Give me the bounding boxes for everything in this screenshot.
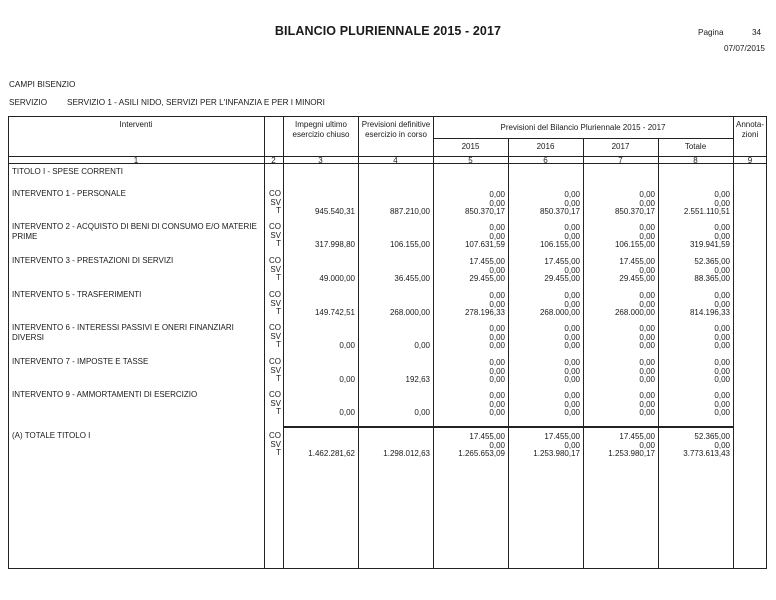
row-code: SV (270, 264, 281, 274)
row-label: INTERVENTO 1 - PERSONALE (12, 189, 126, 198)
t-value: 0,00 (714, 375, 730, 385)
t-value: 0,00 (714, 408, 730, 418)
sv-value: 0,00 (714, 231, 730, 241)
impegni-value: 1.462.281,62 (308, 449, 355, 459)
sv-value: 0,00 (564, 198, 580, 208)
col-number: 9 (747, 156, 753, 165)
sv-value: 0,00 (489, 399, 505, 409)
row-code: CO (269, 431, 281, 440)
col-header-impegni: Impegni ultimo esercizio chiuso (292, 120, 350, 139)
sv-value: 0,00 (639, 231, 655, 241)
row-code: CO (269, 222, 281, 231)
col-header-interventi: Interventi (119, 120, 153, 129)
sv-value: 0,00 (564, 399, 580, 409)
sv-value: 0,00 (489, 299, 505, 309)
row-code: T (276, 448, 281, 458)
co-value: 52.365,00 (694, 432, 730, 441)
co-value: 0,00 (639, 223, 655, 232)
co-value: 0,00 (564, 291, 580, 300)
impegni-value: 0,00 (339, 341, 355, 351)
row-code: SV (270, 439, 281, 449)
co-value: 0,00 (639, 190, 655, 199)
sv-value: 0,00 (489, 440, 505, 450)
col-number: 1 (133, 156, 139, 165)
co-value: 0,00 (639, 291, 655, 300)
co-value: 0,00 (714, 291, 730, 300)
col-header-previsioni: Previsioni definitive esercizio in corso (361, 120, 431, 139)
co-value: 0,00 (714, 190, 730, 199)
co-value: 17.455,00 (544, 257, 580, 266)
col-header-2017: 2017 (611, 142, 630, 151)
co-value: 17.455,00 (469, 257, 505, 266)
col-number: 5 (468, 156, 473, 165)
row-code: T (276, 340, 281, 350)
sv-value: 0,00 (639, 265, 655, 275)
t-value: 0,00 (639, 408, 655, 418)
co-value: 0,00 (489, 358, 505, 367)
t-value: 1.253.980,17 (533, 449, 580, 459)
t-value: 29.455,00 (619, 274, 655, 284)
sv-value: 0,00 (489, 332, 505, 342)
t-value: 814.196,33 (689, 308, 730, 318)
col-header-totale: Totale (684, 142, 707, 151)
t-value: 88.365,00 (694, 274, 730, 284)
co-value: 17.455,00 (619, 257, 655, 266)
t-value: 319.941,59 (689, 240, 730, 250)
sv-value: 0,00 (639, 366, 655, 376)
impegni-value: 149.742,51 (314, 308, 355, 318)
row-code: SV (270, 298, 281, 308)
sv-value: 0,00 (564, 265, 580, 275)
t-value: 106.155,00 (614, 240, 655, 250)
col-header-2015: 2015 (461, 142, 480, 151)
sv-value: 0,00 (639, 198, 655, 208)
sv-value: 0,00 (489, 198, 505, 208)
t-value: 268.000,00 (539, 308, 580, 318)
t-value: 106.155,00 (539, 240, 580, 250)
co-value: 52.365,00 (694, 257, 730, 266)
t-value: 107.631,59 (464, 240, 505, 250)
impegni-value: 49.000,00 (319, 274, 355, 284)
t-value: 0,00 (489, 408, 505, 418)
t-value: 850.370,17 (539, 207, 580, 217)
previsioni-value: 106.155,00 (389, 240, 430, 250)
row-label: (A) TOTALE TITOLO I (12, 431, 91, 440)
co-value: 0,00 (564, 391, 580, 400)
col-header-annotazioni: Annota- zioni (735, 120, 765, 139)
row-code: SV (270, 197, 281, 207)
row-code: T (276, 206, 281, 216)
row-code: CO (269, 290, 281, 299)
co-value: 0,00 (564, 190, 580, 199)
t-value: 278.196,33 (464, 308, 505, 318)
row-code: T (276, 307, 281, 317)
col-number: 7 (618, 156, 623, 165)
co-value: 0,00 (714, 223, 730, 232)
sv-value: 0,00 (639, 299, 655, 309)
ente-name: CAMPI BISENZIO (9, 80, 76, 89)
row-label: INTERVENTO 7 - IMPOSTE E TASSE (12, 357, 149, 366)
row-code: CO (269, 390, 281, 399)
row-code: T (276, 374, 281, 384)
t-value: 0,00 (564, 341, 580, 351)
row-label: INTERVENTO 2 - ACQUISTO DI BENI DI CONSUMO E/O MATERIE PRIME (12, 222, 257, 241)
sv-value: 0,00 (714, 440, 730, 450)
row-code: SV (270, 365, 281, 375)
row-code: T (276, 407, 281, 417)
t-value: 3.773.613,43 (683, 449, 730, 459)
sv-value: 0,00 (564, 332, 580, 342)
t-value: 0,00 (564, 375, 580, 385)
co-value: 0,00 (639, 324, 655, 333)
row-label: INTERVENTO 3 - PRESTAZIONI DI SERVIZI (12, 256, 174, 265)
sv-value: 0,00 (714, 332, 730, 342)
co-value: 0,00 (564, 358, 580, 367)
co-value: 0,00 (714, 358, 730, 367)
col-number: 4 (393, 156, 398, 165)
previsioni-value: 0,00 (414, 341, 430, 351)
sv-value: 0,00 (714, 299, 730, 309)
sv-value: 0,00 (714, 265, 730, 275)
t-value: 29.455,00 (469, 274, 505, 284)
sv-value: 0,00 (489, 265, 505, 275)
co-value: 17.455,00 (619, 432, 655, 441)
t-value: 0,00 (639, 341, 655, 351)
sv-value: 0,00 (489, 231, 505, 241)
servizio-value: SERVIZIO 1 - ASILI NIDO, SERVIZI PER L'INFANZIA E PER I MINORI (67, 98, 325, 107)
row-label: INTERVENTO 5 - TRASFERIMENTI (12, 290, 142, 299)
col-number: 3 (318, 156, 323, 165)
sv-value: 0,00 (639, 332, 655, 342)
row-code: T (276, 273, 281, 283)
sv-value: 0,00 (714, 198, 730, 208)
col-header-2016: 2016 (536, 142, 555, 151)
sv-value: 0,00 (639, 440, 655, 450)
row-label: INTERVENTO 9 - AMMORTAMENTI DI ESERCIZIO (12, 390, 198, 399)
co-value: 17.455,00 (469, 432, 505, 441)
row-code: SV (270, 331, 281, 341)
co-value: 0,00 (714, 324, 730, 333)
sv-value: 0,00 (489, 366, 505, 376)
t-value: 0,00 (489, 341, 505, 351)
sv-value: 0,00 (564, 366, 580, 376)
print-date: 07/07/2015 (724, 44, 765, 53)
co-value: 0,00 (489, 324, 505, 333)
t-value: 29.455,00 (544, 274, 580, 284)
col-header-previsioni-bilancio: Previsioni del Bilancio Pluriennale 2015 - 2017 (500, 123, 666, 132)
sv-value: 0,00 (639, 399, 655, 409)
t-value: 850.370,17 (464, 207, 505, 217)
impegni-value: 945.540,31 (314, 207, 355, 217)
t-value: 0,00 (714, 341, 730, 351)
row-code: CO (269, 357, 281, 366)
servizio-label: SERVIZIO (9, 98, 48, 107)
co-value: 0,00 (489, 223, 505, 232)
col-number: 8 (693, 156, 698, 165)
titolo-heading: TITOLO I - SPESE CORRENTI (12, 167, 123, 176)
co-value: 0,00 (489, 190, 505, 199)
co-value: 0,00 (639, 358, 655, 367)
sv-value: 0,00 (564, 440, 580, 450)
impegni-value: 0,00 (339, 375, 355, 385)
col-divider-8 (733, 116, 734, 569)
sv-value: 0,00 (564, 231, 580, 241)
page-label: Pagina (698, 28, 724, 37)
t-value: 0,00 (639, 375, 655, 385)
previsioni-value: 887.210,00 (389, 207, 430, 217)
impegni-value: 317.998,80 (314, 240, 355, 250)
co-value: 0,00 (489, 391, 505, 400)
co-value: 17.455,00 (544, 432, 580, 441)
co-value: 0,00 (489, 291, 505, 300)
previsioni-value: 192,63 (405, 375, 430, 385)
sv-value: 0,00 (714, 399, 730, 409)
row-label: INTERVENTO 6 - INTERESSI PASSIVI E ONERI FINANZIARI DIVERSI (12, 323, 234, 342)
col-number: 6 (543, 156, 548, 165)
t-value: 1.253.980,17 (608, 449, 655, 459)
t-value: 1.265.653,09 (458, 449, 505, 459)
document-title: BILANCIO PLURIENNALE 2015 - 2017 (274, 24, 502, 38)
previsioni-value: 1.298.012,63 (383, 449, 430, 459)
previsioni-value: 0,00 (414, 408, 430, 418)
t-value: 0,00 (564, 408, 580, 418)
co-value: 0,00 (564, 324, 580, 333)
t-value: 850.370,17 (614, 207, 655, 217)
impegni-value: 0,00 (339, 408, 355, 418)
co-value: 0,00 (639, 391, 655, 400)
co-value: 0,00 (714, 391, 730, 400)
col-number: 2 (271, 156, 276, 165)
row-code: CO (269, 323, 281, 332)
t-value: 268.000,00 (614, 308, 655, 318)
sv-value: 0,00 (564, 299, 580, 309)
sv-value: 0,00 (714, 366, 730, 376)
row-code: SV (270, 230, 281, 240)
t-value: 0,00 (489, 375, 505, 385)
co-value: 0,00 (564, 223, 580, 232)
row-code: CO (269, 189, 281, 198)
previsioni-value: 36.455,00 (394, 274, 430, 284)
page-number: 34 (752, 28, 762, 37)
row-code: CO (269, 256, 281, 265)
previsioni-value: 268.000,00 (389, 308, 430, 318)
t-value: 2.551.110,51 (683, 207, 730, 217)
row-code: SV (270, 398, 281, 408)
row-code: T (276, 239, 281, 249)
